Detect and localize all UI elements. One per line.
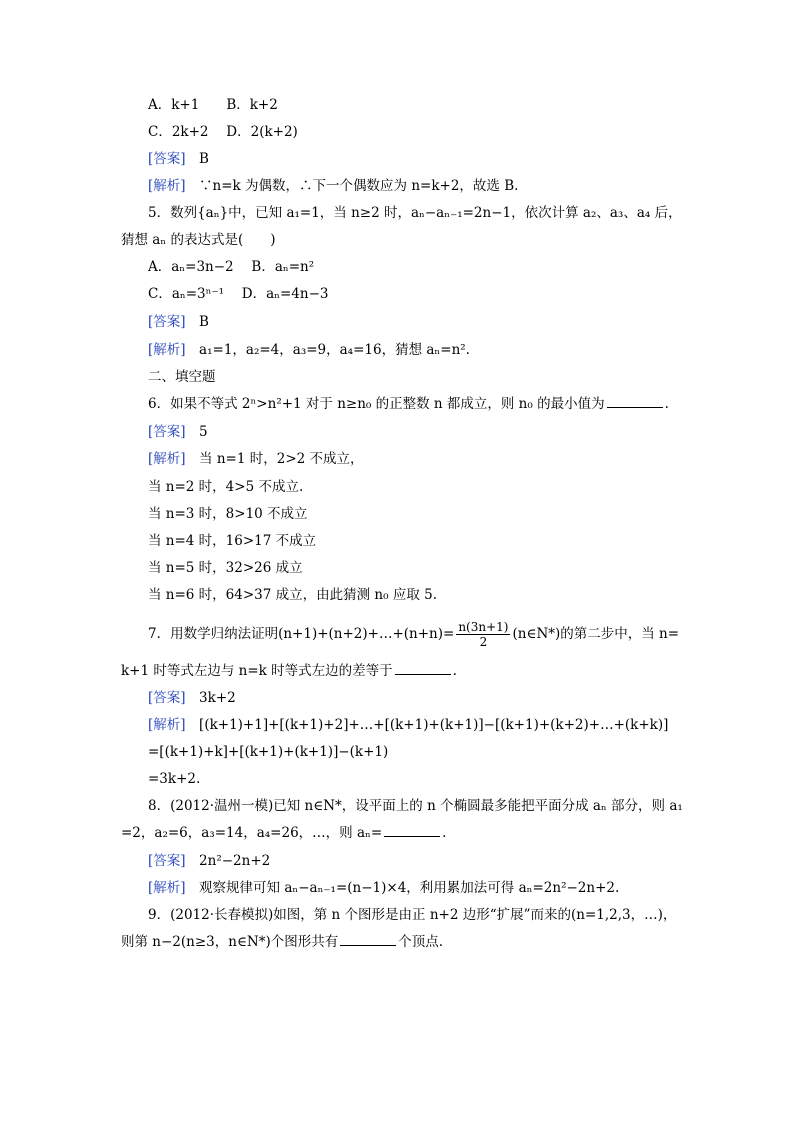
- q6-answer: [答案] 5: [148, 424, 208, 440]
- answer-tag: [答案]: [148, 690, 186, 706]
- answer-tag: [答案]: [148, 314, 186, 330]
- q6-analysis-line: 当 n=3 时，8>10 不成立: [148, 506, 308, 522]
- q6-stem: 6．如果不等式 2ⁿ>n²+1 对于 n≥n₀ 的正整数 n 都成立，则 n₀ 的最小值为 .: [148, 396, 669, 412]
- q9-stem-line-1: 9．(2012·长春模拟)如图，第 n 个图形是由正 n+2 边形“扩展”而来的(n=1,2,3，…)，: [148, 907, 677, 923]
- q8-answer: [答案] 2n²−2n+2: [148, 853, 271, 869]
- analysis-tag: [解析]: [148, 342, 186, 358]
- q5-analysis: [解析] a₁=1，a₂=4，a₃=9，a₄=16，猜想 aₙ=n².: [148, 342, 470, 358]
- answer-blank: [384, 824, 440, 837]
- q5-stem-line-1: 5．数列{aₙ}中，已知 a₁=1，当 n≥2 时，aₙ−aₙ₋₁=2n−1，依次计算 a₂、a₃、a₄ 后，: [148, 205, 682, 221]
- answer-tag: [答案]: [148, 424, 186, 440]
- analysis-tag: [解析]: [148, 451, 186, 467]
- q7-stem-line-1: 7．用数学归纳法证明(n+1)+(n+2)+…+(n+n)= $\frac{n(3n+1)}{2}$ (n∈N*)的第二步中，当 n=: [148, 620, 680, 649]
- q4-analysis: [解析] ∵n=k 为偶数，∴下一个偶数应为 n=k+2，故选 B.: [148, 178, 519, 194]
- answer-blank: [340, 933, 396, 946]
- q8-stem-line-1: 8．(2012·温州一模)已知 n∈N*，设平面上的 n 个椭圆最多能把平面分成 aₙ 部分，则 a₁: [148, 798, 683, 814]
- q6-analysis-line: 当 n=2 时，4>5 不成立.: [148, 479, 304, 495]
- q4-answer: [答案] B: [148, 151, 209, 167]
- section-heading: 二、填空题: [148, 369, 216, 385]
- q7-analysis: [解析] [(k+1)+1]+[(k+1)+2]+…+[(k+1)+(k+1)]−[(k+1)+(k+2)+…+(k+k)]: [148, 717, 669, 733]
- answer-blank: [607, 395, 663, 408]
- q6-analysis: [解析] 当 n=1 时，2>2 不成立，: [148, 451, 364, 467]
- q9-stem-line-2: 则第 n−2(n≥3，n∈N*)个图形共有 个顶点.: [121, 934, 444, 950]
- q7-analysis-line: =[(k+1)+k]+[(k+1)+(k+1)]−(k+1): [148, 744, 389, 760]
- q8-stem-line-2: =2，a₂=6，a₃=14，a₄=26，…，则 aₙ= .: [121, 825, 447, 841]
- q7-stem-line-2: k+1 时等式左边与 n=k 时等式左边的差等于 .: [121, 663, 457, 679]
- q5-stem-line-2: 猜想 aₙ 的表达式是( ): [121, 232, 276, 248]
- analysis-tag: [解析]: [148, 880, 186, 896]
- answer-tag: [答案]: [148, 853, 186, 869]
- q7-analysis-line: =3k+2.: [148, 771, 201, 787]
- q4-options-ab: A．k+1 B．k+2: [148, 97, 278, 113]
- q4-options-cd: C．2k+2 D．2(k+2): [148, 124, 298, 140]
- q6-analysis-line: 当 n=6 时，64>37 成立，由此猜测 n₀ 应取 5.: [148, 587, 437, 603]
- q5-options-cd: C．aₙ=3ⁿ⁻¹ D．aₙ=4n−3: [148, 286, 329, 302]
- q8-analysis: [解析] 观察规律可知 aₙ−aₙ₋₁=(n−1)×4，利用累加法可得 aₙ=2n²−2n+2.: [148, 880, 620, 896]
- q7-answer: [答案] 3k+2: [148, 690, 236, 706]
- q6-analysis-line: 当 n=5 时，32>26 成立: [148, 560, 303, 576]
- q5-answer: [答案] B: [148, 314, 209, 330]
- answer-tag: [答案]: [148, 151, 186, 167]
- answer-blank: [395, 662, 451, 675]
- q6-analysis-line: 当 n=4 时，16>17 不成立: [148, 533, 317, 549]
- analysis-tag: [解析]: [148, 178, 186, 194]
- analysis-tag: [解析]: [148, 717, 186, 733]
- fraction: $\frac{n(3n+1)}{2}$: [458, 620, 509, 649]
- q5-options-ab: A．aₙ=3n−2 B．aₙ=n²: [148, 259, 315, 275]
